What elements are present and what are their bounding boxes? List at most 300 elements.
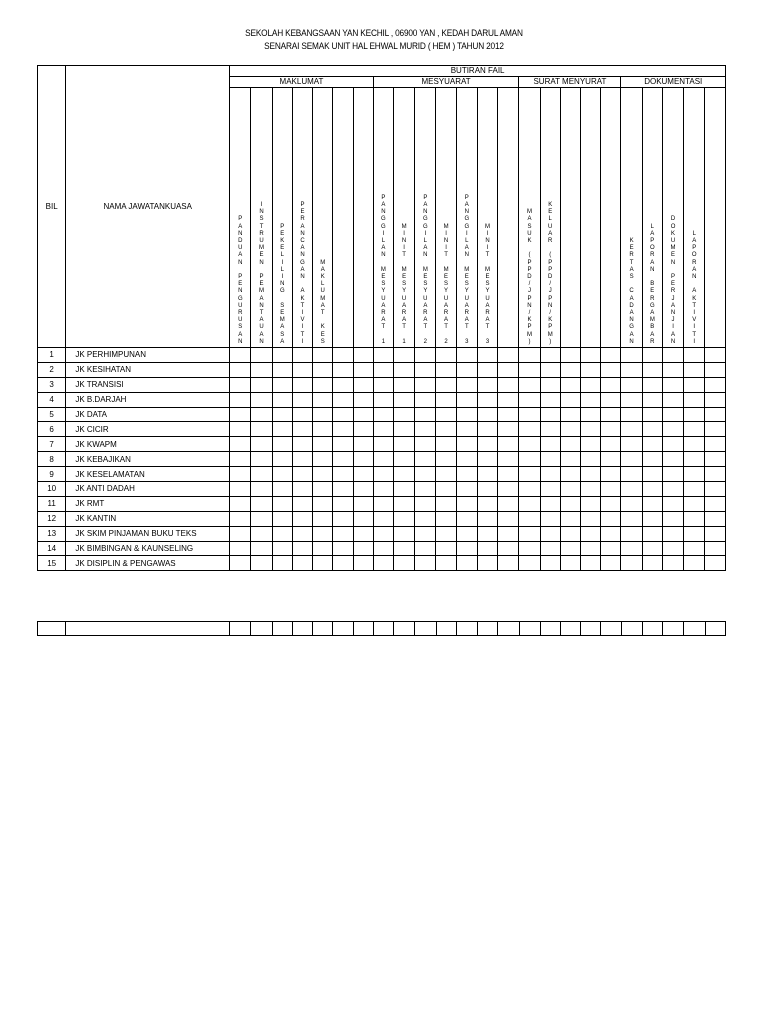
check-cell	[333, 362, 353, 377]
check-cell	[621, 392, 642, 407]
check-cell	[251, 496, 272, 511]
column-header	[662, 88, 683, 348]
check-cell	[642, 467, 662, 482]
check-cell	[292, 422, 312, 437]
check-cell	[560, 496, 580, 511]
check-cell	[393, 511, 414, 526]
check-cell	[292, 362, 312, 377]
check-cell	[519, 482, 540, 497]
check-cell	[540, 541, 560, 556]
check-cell	[498, 377, 519, 392]
check-cell	[230, 556, 251, 571]
empty-cell	[663, 622, 684, 636]
check-cell	[581, 407, 601, 422]
check-cell	[456, 467, 477, 482]
check-cell	[313, 511, 333, 526]
empty-cell	[415, 622, 436, 636]
committee-name: JK DISIPLIN & PENGAWAS	[66, 556, 230, 571]
check-cell	[581, 467, 601, 482]
check-cell	[581, 511, 601, 526]
empty-cell	[601, 622, 621, 636]
check-cell	[393, 467, 414, 482]
check-cell	[540, 362, 560, 377]
column-header	[393, 88, 414, 348]
check-cell	[393, 541, 414, 556]
check-cell	[333, 392, 353, 407]
check-cell	[456, 407, 477, 422]
check-cell	[292, 377, 312, 392]
check-cell	[684, 526, 705, 541]
empty-cell	[38, 622, 66, 636]
check-cell	[498, 437, 519, 452]
check-cell	[498, 392, 519, 407]
check-cell	[393, 392, 414, 407]
check-cell	[456, 496, 477, 511]
check-cell	[393, 526, 414, 541]
row-number: 5	[38, 407, 66, 422]
check-cell	[230, 377, 251, 392]
check-cell	[581, 496, 601, 511]
group-header: MESYUARAT	[373, 77, 519, 88]
column-header	[560, 88, 580, 348]
check-cell	[642, 422, 662, 437]
check-cell	[456, 452, 477, 467]
check-cell	[621, 482, 642, 497]
check-cell	[519, 452, 540, 467]
check-cell	[705, 541, 726, 556]
check-cell	[601, 467, 621, 482]
check-cell	[705, 452, 726, 467]
check-cell	[373, 407, 393, 422]
check-cell	[313, 452, 333, 467]
check-cell	[705, 362, 726, 377]
check-cell	[498, 422, 519, 437]
check-cell	[662, 377, 683, 392]
check-cell	[353, 511, 373, 526]
check-cell	[519, 392, 540, 407]
check-cell	[498, 407, 519, 422]
check-cell	[292, 496, 312, 511]
check-cell	[333, 437, 353, 452]
check-cell	[477, 392, 497, 407]
row-number: 7	[38, 437, 66, 452]
check-cell	[662, 541, 683, 556]
check-cell	[373, 526, 393, 541]
check-cell	[333, 467, 353, 482]
check-cell	[621, 511, 642, 526]
check-cell	[498, 482, 519, 497]
check-cell	[230, 452, 251, 467]
row-number: 13	[38, 526, 66, 541]
check-cell	[415, 348, 436, 363]
check-cell	[519, 422, 540, 437]
check-cell	[601, 437, 621, 452]
check-cell	[684, 482, 705, 497]
row-number: 8	[38, 452, 66, 467]
check-cell	[272, 496, 292, 511]
table-row	[38, 452, 726, 467]
committee-name: JK KWAPM	[66, 437, 230, 452]
check-cell	[498, 348, 519, 363]
check-cell	[519, 437, 540, 452]
check-cell	[477, 526, 497, 541]
check-cell	[601, 407, 621, 422]
check-cell	[272, 437, 292, 452]
check-cell	[642, 452, 662, 467]
check-cell	[272, 482, 292, 497]
check-cell	[272, 541, 292, 556]
empty-cell	[478, 622, 498, 636]
check-cell	[415, 377, 436, 392]
check-cell	[415, 437, 436, 452]
check-cell	[272, 348, 292, 363]
check-cell	[621, 407, 642, 422]
check-cell	[540, 348, 560, 363]
check-cell	[621, 526, 642, 541]
check-cell	[292, 556, 312, 571]
check-cell	[601, 362, 621, 377]
check-cell	[662, 482, 683, 497]
check-cell	[477, 362, 497, 377]
check-cell	[684, 407, 705, 422]
check-cell	[251, 511, 272, 526]
check-cell	[621, 422, 642, 437]
committee-name: JK BIMBINGAN & KAUNSELING	[66, 541, 230, 556]
check-cell	[477, 437, 497, 452]
check-cell	[662, 392, 683, 407]
column-header	[621, 88, 642, 348]
row-number: 10	[38, 482, 66, 497]
check-cell	[272, 407, 292, 422]
check-cell	[519, 541, 540, 556]
empty-cell	[230, 622, 251, 636]
check-cell	[393, 496, 414, 511]
check-cell	[456, 482, 477, 497]
check-cell	[456, 526, 477, 541]
check-cell	[393, 348, 414, 363]
column-header	[498, 88, 519, 348]
check-cell	[601, 377, 621, 392]
check-cell	[498, 362, 519, 377]
check-cell	[456, 541, 477, 556]
check-cell	[393, 422, 414, 437]
check-cell	[642, 437, 662, 452]
check-cell	[436, 377, 456, 392]
column-header	[519, 88, 540, 348]
check-cell	[662, 511, 683, 526]
check-cell	[436, 556, 456, 571]
check-cell	[373, 392, 393, 407]
column-label: M I N I T M E S Y U A R A T 1	[401, 223, 407, 345]
check-cell	[415, 526, 436, 541]
check-cell	[415, 422, 436, 437]
table-row	[38, 437, 726, 452]
check-cell	[498, 556, 519, 571]
check-cell	[560, 348, 580, 363]
check-cell	[581, 526, 601, 541]
check-cell	[251, 422, 272, 437]
table-row	[38, 541, 726, 556]
check-cell	[393, 452, 414, 467]
column-header	[251, 88, 272, 348]
check-cell	[353, 467, 373, 482]
check-cell	[353, 392, 373, 407]
check-cell	[519, 467, 540, 482]
check-cell	[436, 392, 456, 407]
check-cell	[353, 496, 373, 511]
check-cell	[705, 467, 726, 482]
check-cell	[621, 377, 642, 392]
check-cell	[560, 541, 580, 556]
check-cell	[560, 452, 580, 467]
check-cell	[540, 422, 560, 437]
check-cell	[601, 392, 621, 407]
empty-cell	[333, 622, 353, 636]
check-cell	[498, 452, 519, 467]
empty-cell	[436, 622, 456, 636]
empty-cell	[251, 622, 272, 636]
check-cell	[642, 392, 662, 407]
check-cell	[251, 362, 272, 377]
check-cell	[705, 526, 726, 541]
column-label: P E K E L I L I N G S E M A S A	[279, 223, 285, 345]
group-header: SURAT MENYURAT	[519, 77, 621, 88]
check-cell	[251, 407, 272, 422]
check-cell	[477, 377, 497, 392]
footer-table	[37, 621, 726, 636]
check-cell	[705, 511, 726, 526]
check-cell	[642, 511, 662, 526]
check-cell	[662, 362, 683, 377]
check-cell	[705, 392, 726, 407]
column-label: L A P O R A N B E R G A M B A R	[649, 223, 655, 345]
column-header	[642, 88, 662, 348]
check-cell	[353, 541, 373, 556]
column-header	[456, 88, 477, 348]
check-cell	[456, 422, 477, 437]
check-cell	[292, 482, 312, 497]
check-cell	[313, 437, 333, 452]
check-cell	[373, 377, 393, 392]
empty-cell	[581, 622, 601, 636]
check-cell	[456, 437, 477, 452]
check-cell	[540, 407, 560, 422]
check-cell	[373, 422, 393, 437]
check-cell	[373, 511, 393, 526]
check-cell	[560, 362, 580, 377]
column-label: K E L U A R ( P P D / J P N / K P M )	[547, 201, 553, 345]
check-cell	[684, 362, 705, 377]
column-header	[313, 88, 333, 348]
check-cell	[292, 407, 312, 422]
empty-cell	[66, 622, 230, 636]
check-cell	[642, 377, 662, 392]
check-cell	[415, 407, 436, 422]
check-cell	[477, 422, 497, 437]
column-label: P E R A N C A N G A N A K T I V I T I	[300, 201, 305, 345]
check-cell	[477, 496, 497, 511]
check-cell	[393, 407, 414, 422]
check-cell	[662, 556, 683, 571]
column-header	[684, 88, 705, 348]
check-cell	[436, 362, 456, 377]
check-cell	[519, 377, 540, 392]
column-label: K E R T A S C A D A N G A N	[629, 237, 634, 345]
empty-cell	[560, 622, 580, 636]
check-cell	[230, 437, 251, 452]
check-cell	[272, 422, 292, 437]
committee-name: JK SKIM PINJAMAN BUKU TEKS	[66, 526, 230, 541]
empty-cell	[292, 622, 312, 636]
empty-cell	[519, 622, 540, 636]
check-cell	[333, 377, 353, 392]
empty-cell	[353, 622, 373, 636]
check-cell	[684, 392, 705, 407]
check-cell	[436, 348, 456, 363]
check-cell	[705, 377, 726, 392]
row-number: 1	[38, 348, 66, 363]
group-header: MAKLUMAT	[230, 77, 374, 88]
check-cell	[415, 467, 436, 482]
check-cell	[230, 541, 251, 556]
check-cell	[601, 348, 621, 363]
check-cell	[642, 556, 662, 571]
check-cell	[313, 526, 333, 541]
check-cell	[333, 526, 353, 541]
table-row	[38, 348, 726, 363]
column-label: M A K L U M A T K E S	[320, 259, 326, 345]
column-header	[705, 88, 726, 348]
column-label: P A N G G I L A N M E S Y U A R A T 1	[380, 194, 386, 345]
check-cell	[415, 556, 436, 571]
check-cell	[560, 482, 580, 497]
check-cell	[581, 541, 601, 556]
check-cell	[251, 392, 272, 407]
check-cell	[540, 556, 560, 571]
check-cell	[684, 377, 705, 392]
check-cell	[477, 511, 497, 526]
check-cell	[415, 392, 436, 407]
check-cell	[621, 348, 642, 363]
check-cell	[519, 348, 540, 363]
column-header	[353, 88, 373, 348]
check-cell	[292, 541, 312, 556]
check-cell	[540, 392, 560, 407]
check-cell	[684, 348, 705, 363]
document-subtitle: SENARAI SEMAK UNIT HAL EHWAL MURID ( HEM ) TAHUN 2012	[264, 41, 504, 51]
check-cell	[313, 467, 333, 482]
check-cell	[353, 422, 373, 437]
check-cell	[333, 422, 353, 437]
check-cell	[436, 407, 456, 422]
check-cell	[292, 392, 312, 407]
column-label: P A N G G I L A N M E S Y U A R A T 2	[422, 194, 428, 345]
column-label: M I N I T M E S Y U A R A T 2	[443, 223, 449, 345]
check-cell	[373, 348, 393, 363]
check-cell	[251, 377, 272, 392]
check-cell	[601, 482, 621, 497]
check-cell	[560, 422, 580, 437]
table-row	[38, 422, 726, 437]
check-cell	[292, 348, 312, 363]
column-header	[292, 88, 312, 348]
check-cell	[581, 392, 601, 407]
check-cell	[373, 452, 393, 467]
check-cell	[230, 482, 251, 497]
check-cell	[230, 407, 251, 422]
check-cell	[333, 541, 353, 556]
check-cell	[519, 526, 540, 541]
check-cell	[313, 556, 333, 571]
check-cell	[477, 348, 497, 363]
check-cell	[230, 422, 251, 437]
table-row	[38, 511, 726, 526]
check-cell	[393, 482, 414, 497]
check-cell	[662, 407, 683, 422]
check-cell	[415, 511, 436, 526]
committee-name: JK KESELAMATAN	[66, 467, 230, 482]
column-header	[601, 88, 621, 348]
check-cell	[373, 362, 393, 377]
check-cell	[540, 482, 560, 497]
check-cell	[642, 496, 662, 511]
column-header	[540, 88, 560, 348]
check-cell	[313, 482, 333, 497]
check-cell	[436, 526, 456, 541]
check-cell	[705, 407, 726, 422]
check-cell	[353, 526, 373, 541]
check-cell	[333, 511, 353, 526]
check-cell	[662, 467, 683, 482]
check-cell	[230, 526, 251, 541]
check-cell	[560, 392, 580, 407]
check-cell	[415, 496, 436, 511]
check-cell	[540, 377, 560, 392]
check-cell	[540, 437, 560, 452]
empty-cell	[705, 622, 725, 636]
check-cell	[333, 407, 353, 422]
column-label: P A N G G I L A N M E S Y U A R A T 3	[464, 194, 470, 345]
empty-cell	[540, 622, 560, 636]
empty-cell	[621, 622, 642, 636]
row-number: 14	[38, 541, 66, 556]
check-cell	[705, 348, 726, 363]
check-cell	[477, 452, 497, 467]
check-cell	[498, 496, 519, 511]
check-cell	[684, 467, 705, 482]
check-cell	[519, 556, 540, 571]
column-header	[373, 88, 393, 348]
check-cell	[705, 422, 726, 437]
check-cell	[601, 511, 621, 526]
table-row	[38, 362, 726, 377]
row-number: 2	[38, 362, 66, 377]
check-cell	[313, 348, 333, 363]
check-cell	[373, 556, 393, 571]
check-cell	[642, 407, 662, 422]
check-cell	[581, 482, 601, 497]
check-cell	[292, 437, 312, 452]
check-cell	[684, 541, 705, 556]
check-cell	[601, 556, 621, 571]
check-cell	[519, 362, 540, 377]
table-row	[38, 556, 726, 571]
column-header	[272, 88, 292, 348]
check-cell	[230, 362, 251, 377]
check-cell	[415, 452, 436, 467]
check-cell	[642, 482, 662, 497]
committee-name: JK ANTI DADAH	[66, 482, 230, 497]
